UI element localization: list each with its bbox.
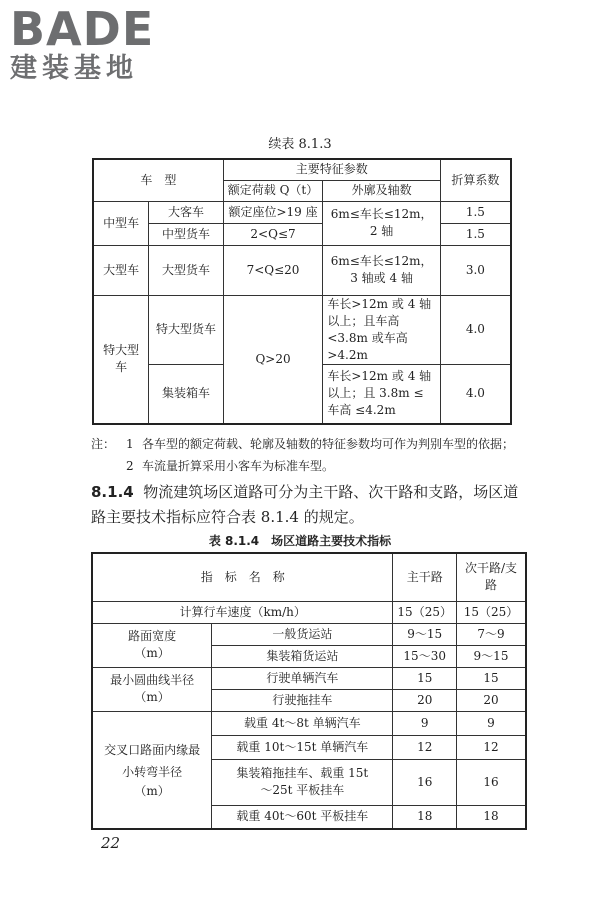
section-number: 8.1.4 [91,483,134,501]
table-cell: 16 [457,759,527,805]
table-cell: 12 [457,735,527,759]
header-cell: 车 型 [93,159,223,201]
section-paragraph [91,480,531,530]
header-cell: 次干路/支路 [457,553,527,601]
table-cell: 2<Q≤7 [223,223,323,245]
table-cell: 1.5 [440,223,511,245]
table-cell: 行驶拖挂车 [212,689,393,711]
vehicle-conversion-table [92,158,512,425]
header-cell: 额定荷载 Q（t） [223,180,323,201]
table-cell: 4.0 [440,295,511,364]
table-cell: 15 [457,667,527,689]
table-cell: 9 [457,711,527,735]
table-cell: 4.0 [440,364,511,424]
table-caption: 续表 8.1.3 [268,137,332,152]
table-cell: 7～9 [457,623,527,645]
table-cell: 大客车 [149,201,224,223]
note-text: 车流量折算采用小客车为标准车型。 [142,459,335,473]
header-cell: 外廓及轴数 [323,180,440,201]
table-cell: 中型车 [93,201,149,245]
notes-label: 注： [91,437,116,451]
table-cell: 9～15 [393,623,457,645]
table-cell: 计算行车速度（km/h） [92,601,393,623]
logo [10,2,155,84]
header-cell: 折算系数 [440,159,511,201]
table-cell: 15～30 [393,645,457,667]
logo-subtitle: 建装基地 [10,53,138,84]
table-cell: 集装箱货运站 [212,645,393,667]
table-cell: 集装箱拖挂车、载重 15t～25t 平板挂车 [212,759,393,805]
table-cell: 大型车 [93,245,149,295]
table-cell: 9 [393,711,457,735]
note-text: 各车型的额定荷载、轮廓及轴数的特征参数均可作为判别车型的依据； [142,437,515,451]
table-cell: 6m≤车长≤12m，3 轴或 4 轴 [323,245,440,295]
table-cell: 载重 40t～60t 平板挂车 [212,805,393,829]
note-number: 1 [126,437,134,451]
section-text: 物流建筑场区道路可分为主干路、次干路和支路，场区道路主要技术指标应符合表 8.1.4 的规定。 [91,483,519,526]
table-cell: 7<Q≤20 [223,245,323,295]
table-cell: 一般货运站 [212,623,393,645]
table-cell: 6m≤车长≤12m，2 轴 [323,201,440,245]
table-cell: 18 [457,805,527,829]
header-cell: 指 标 名 称 [92,553,393,601]
table-cell: 集装箱车 [149,364,224,424]
table-cell: 特大型车 [93,295,149,424]
logo-brand: BADE [10,2,155,56]
table-cell: 行驶单辆汽车 [212,667,393,689]
table-cell: 3.0 [440,245,511,295]
table-cell: 路面宽度 （m） [92,623,212,667]
table-cell: 1.5 [440,201,511,223]
road-indicator-table [91,552,527,830]
table-cell: 20 [393,689,457,711]
table-cell: 载重 4t～8t 单辆汽车 [212,711,393,735]
table-notes [91,433,514,477]
table-cell: 交叉口路面内缘最小转弯半径 （m） [92,711,212,829]
header-cell: 主干路 [393,553,457,601]
table-cell: 18 [393,805,457,829]
table-cell: 15（25） [393,601,457,623]
table-cell: 15（25） [457,601,527,623]
header-cell: 主要特征参数 [223,159,440,180]
table-cell: 最小圆曲线半径 （m） [92,667,212,711]
note-number: 2 [126,459,134,473]
table-cell: 9～15 [457,645,527,667]
table-cell: 15 [393,667,457,689]
table-cell: 16 [393,759,457,805]
page-number: 22 [101,834,121,852]
table-cell: 车长>12m 或 4 轴以上；且 3.8m ≤ 车高 ≤4.2m [323,364,440,424]
table-cell: 载重 10t～15t 单辆汽车 [212,735,393,759]
table-cell: 大型货车 [149,245,224,295]
table-cell: 中型货车 [149,223,224,245]
table-cell: 车长>12m 或 4 轴以上；且车高<3.8m 或车高>4.2m [323,295,440,364]
table-cell: 12 [393,735,457,759]
table-cell: 额定座位>19 座 [223,201,323,223]
table-cell: Q>20 [223,295,323,424]
table-cell: 20 [457,689,527,711]
table-cell: 特大型货车 [149,295,224,364]
table-caption: 表 8.1.4 场区道路主要技术指标 [208,534,392,548]
